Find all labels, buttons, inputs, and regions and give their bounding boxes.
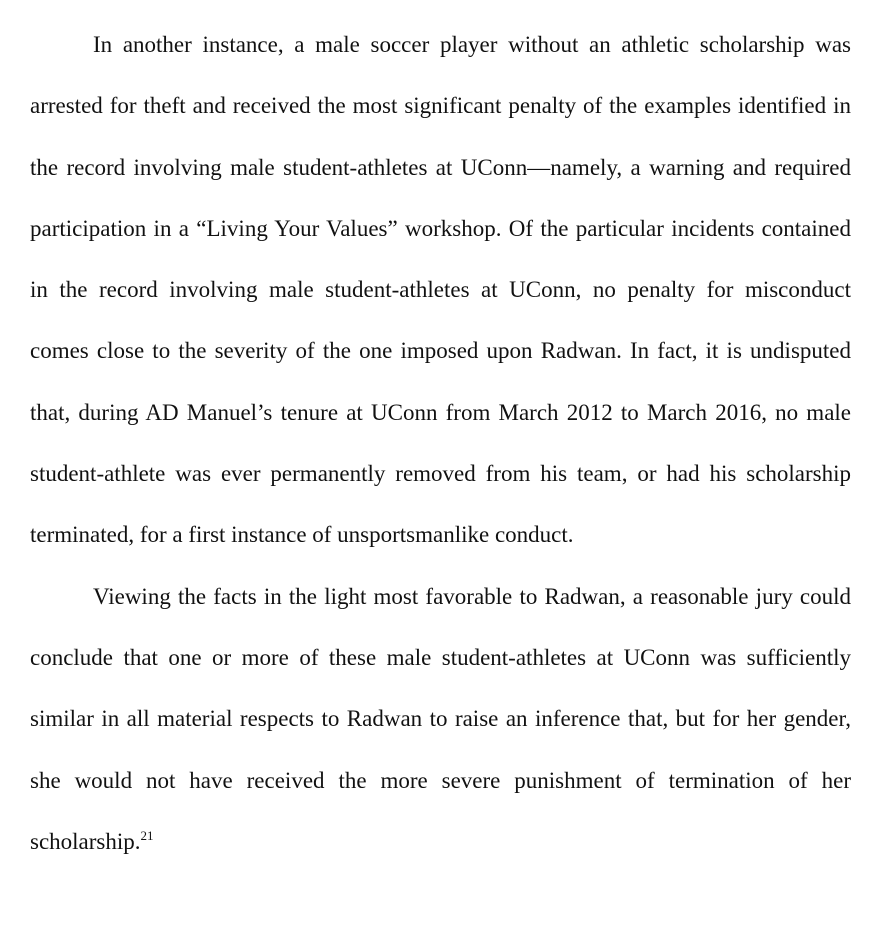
paragraph-comparator-incidents	[30, 14, 851, 566]
paragraph-jury-conclusion	[30, 566, 851, 872]
document-page	[30, 14, 851, 872]
paragraph-text: In another instance, a male soccer player without an athletic scholarship was arrested for theft and received the most significant penalty of the examples identified in the record involving male student-athletes at UConn—namely, a warning and required participation in a “Living Your Values” workshop. Of the particular incidents contained in the record involving male student-athletes at UConn, no penalty for misconduct comes close to the severity of the one imposed upon Radwan. In fact, it is undisputed that, during AD Manuel’s tenure at UConn from March 2012 to March 2016, no male student-athlete was ever permanently removed from his team, or had his scholarship terminated, for a first instance of unsportsmanlike conduct.	[30, 32, 851, 548]
footnote-reference[interactable]: 21	[140, 827, 154, 843]
paragraph-text: Viewing the facts in the light most favorable to Radwan, a reasonable jury could conclude that one or more of these male student-athletes at UConn was sufficiently similar in all material respects to Radwan to raise an inference that, but for her gender, she would not have received the more severe punishment of termination of her scholarship.	[30, 583, 851, 854]
